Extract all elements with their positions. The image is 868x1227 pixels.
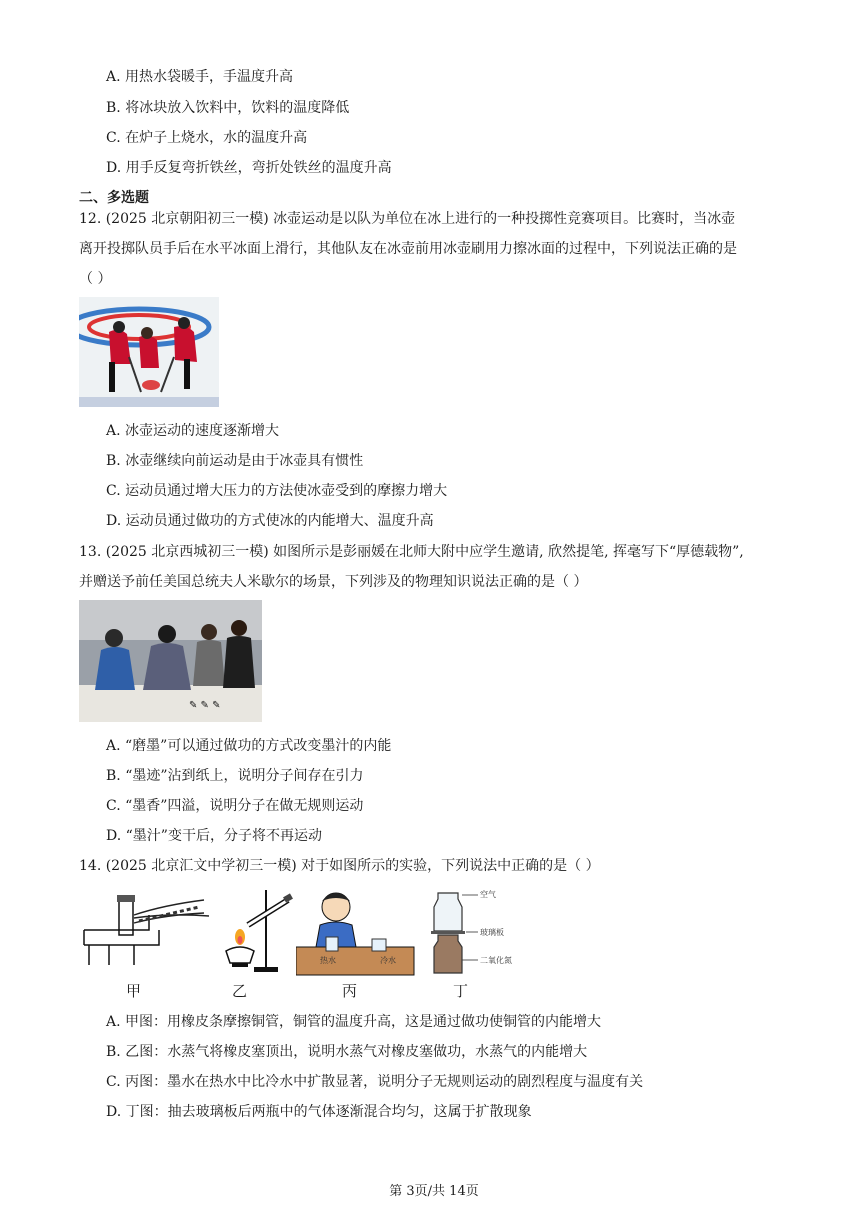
q12-option-a: A. 冰壶运动的速度逐渐增大	[106, 423, 280, 439]
hot-water-label: 热水	[320, 956, 336, 965]
q13-option-b: B. “墨迹”沾到纸上，说明分子间存在引力	[106, 768, 364, 784]
q12-option-d: D. 运动员通过做功的方式使冰的内能增大、温度升高	[106, 513, 434, 529]
q13-line2: 并赠送予前任美国总统夫人米歇尔的场景，下列涉及的物理知识说法正确的是（ ）	[79, 574, 588, 590]
page-footer: 第 3页/共 14页	[389, 1184, 479, 1199]
figure-bing	[296, 885, 416, 977]
option-b: B. 将冰块放入饮料中，饮料的温度降低	[106, 100, 350, 116]
figure-label-bing: 丙	[342, 982, 358, 1000]
option-c: C. 在炉子上烧水，水的温度升高	[106, 130, 308, 146]
q14-option-c: C. 丙图：墨水在热水中比冷水中扩散显著，说明分子无规则运动的剧烈程度与温度有关	[106, 1074, 644, 1090]
q14-option-a: A. 甲图：用橡皮条摩擦铜管，铜管的温度升高，这是通过做功使铜管的内能增大	[106, 1014, 602, 1030]
q12-line3: （ ）	[79, 271, 112, 287]
q14-option-d: D. 丁图：抽去玻璃板后两瓶中的气体逐渐混合均匀，这属于扩散现象	[106, 1104, 532, 1120]
calligraphy-photo	[79, 600, 262, 722]
no2-label: 二氧化氮	[480, 956, 512, 965]
figure-label-ding: 丁	[453, 982, 469, 1000]
figure-yi	[218, 885, 298, 977]
q12-line1: 12. (2025 北京朝阳初三一模) 冰壶运动是以队为单位在冰上进行的一种投掷性竞赛项目。比赛时，当冰壶	[79, 211, 736, 227]
q13-option-c: C. “墨香”四溢，说明分子在做无规则运动	[106, 798, 364, 814]
q13-option-d: D. “墨汁”变干后，分子将不再运动	[106, 828, 322, 844]
q14-option-b: B. 乙图：水蒸气将橡皮塞顶出，说明水蒸气对橡皮塞做功，水蒸气的内能增大	[106, 1044, 588, 1060]
curling-photo	[79, 297, 219, 407]
q14-line1: 14. (2025 北京汇文中学初三一模) 对于如图所示的实验，下列说法中正确的是（ ）	[79, 858, 600, 874]
figure-label-yi: 乙	[232, 982, 248, 1000]
q13-option-a: A. “磨墨”可以通过做功的方式改变墨汁的内能	[106, 738, 392, 754]
option-d: D. 用手反复弯折铁丝，弯折处铁丝的温度升高	[106, 160, 392, 176]
q12-line2: 离开投掷队员手后在水平冰面上滑行，其他队友在冰壶前用冰壶刷用力擦冰面的过程中，下列说法正确的是	[79, 241, 737, 257]
option-a: A. 用热水袋暖手，手温度升高	[106, 69, 294, 85]
figure-jia	[79, 885, 214, 977]
cold-water-label: 冷水	[380, 956, 396, 965]
q13-line1: 13. (2025 北京西城初三一模) 如图所示是彭丽媛在北师大附中应学生邀请, 欣然提笔, 挥毫写下“厚德载物”,	[79, 544, 744, 560]
svg-text:✎ ✎ ✎: ✎ ✎ ✎	[189, 700, 221, 711]
section-title: 二、多选题	[79, 190, 149, 206]
air-label: 空气	[480, 890, 496, 899]
figure-label-jia: 甲	[126, 982, 142, 1000]
figure-ding	[428, 885, 528, 977]
q12-option-b: B. 冰壶继续向前运动是由于冰壶具有惯性	[106, 453, 364, 469]
glass-label: 玻璃板	[480, 928, 504, 937]
q12-option-c: C. 运动员通过增大压力的方法使冰壶受到的摩擦力增大	[106, 483, 448, 499]
